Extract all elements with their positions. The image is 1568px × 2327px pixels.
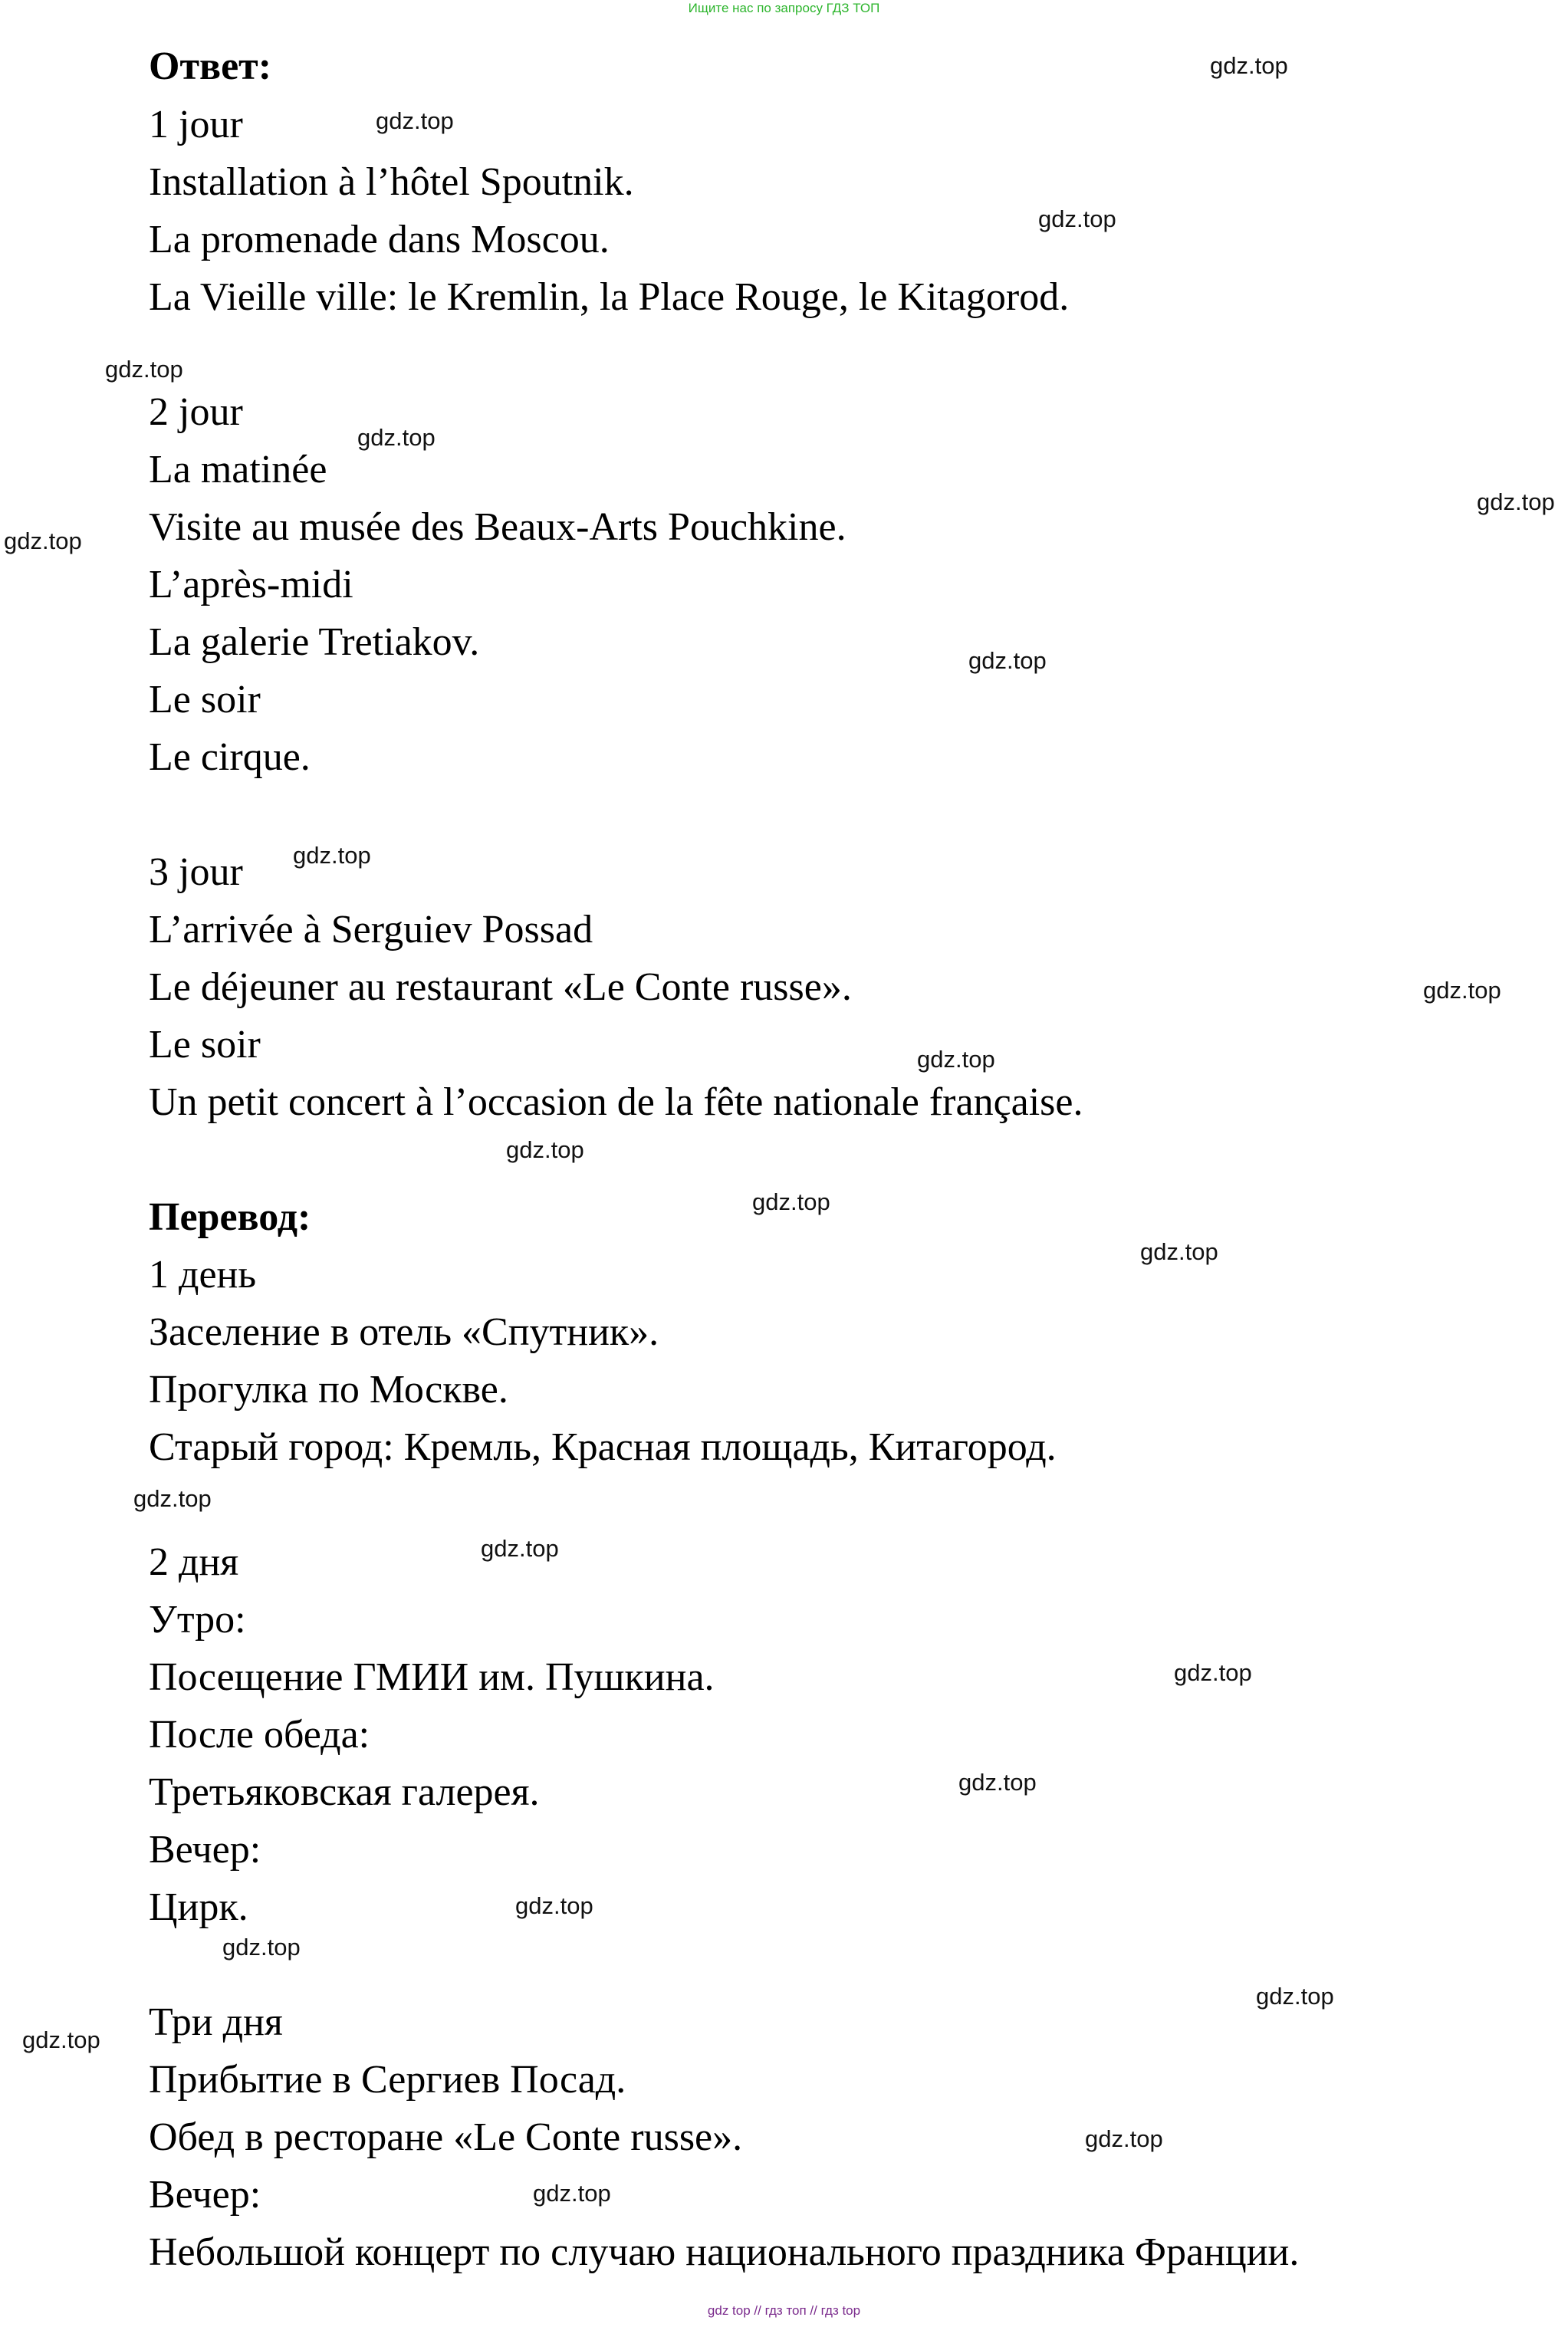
translation-heading: Перевод: bbox=[149, 1195, 311, 1239]
watermark: gdz.top bbox=[481, 1535, 559, 1562]
translation-day3-line: Вечер: bbox=[149, 2173, 261, 2217]
watermark: gdz.top bbox=[1210, 52, 1288, 79]
watermark: gdz.top bbox=[958, 1769, 1037, 1796]
answer-day2-line: La galerie Tretiakov. bbox=[149, 620, 480, 664]
translation-day2-line: Цирк. bbox=[149, 1885, 248, 1929]
translation-day2-line: Утро: bbox=[149, 1598, 246, 1642]
answer-day3-line: Le soir bbox=[149, 1023, 261, 1067]
watermark: gdz.top bbox=[4, 528, 82, 554]
watermark: gdz.top bbox=[506, 1136, 584, 1163]
watermark: gdz.top bbox=[917, 1046, 995, 1073]
watermark: gdz.top bbox=[533, 2180, 611, 2207]
answer-day2-line: La matinée bbox=[149, 448, 327, 491]
answer-day2-line: Visite au musée des Beaux-Arts Pouchkine. bbox=[149, 505, 846, 549]
watermark: gdz.top bbox=[515, 1892, 593, 1919]
answer-day1-title: 1 jour bbox=[149, 103, 243, 146]
translation-day2-line: Вечер: bbox=[149, 1828, 261, 1872]
answer-day2-line: Le soir bbox=[149, 678, 261, 721]
watermark: gdz.top bbox=[222, 1934, 301, 1961]
translation-day2-line: Третьяковская галерея. bbox=[149, 1770, 540, 1814]
watermark: gdz.top bbox=[293, 842, 371, 869]
watermark: gdz.top bbox=[376, 107, 454, 134]
answer-day3-line: Le déjeuner au restaurant «Le Conte russe». bbox=[149, 965, 852, 1009]
watermark: gdz.top bbox=[133, 1485, 212, 1512]
translation-day3-line: Обед в ресторане «Le Conte russe». bbox=[149, 2115, 743, 2159]
answer-day1-line: La Vieille ville: le Kremlin, la Place Rouge, le Kitagorod. bbox=[149, 275, 1070, 319]
watermark: gdz.top bbox=[1085, 2125, 1163, 2152]
watermark: gdz.top bbox=[1423, 977, 1501, 1004]
watermark: gdz.top bbox=[752, 1188, 830, 1215]
watermark: gdz.top bbox=[1477, 488, 1555, 515]
answer-day1-line: Installation à l’hôtel Spoutnik. bbox=[149, 160, 634, 204]
answer-day3-line: Un petit concert à l’occasion de la fête nationale française. bbox=[149, 1080, 1083, 1124]
translation-day3-title: Три дня bbox=[149, 2000, 283, 2044]
translation-day2-line: Посещение ГМИИ им. Пушкина. bbox=[149, 1655, 715, 1699]
watermark: gdz.top bbox=[1038, 205, 1116, 232]
translation-day1-line: Прогулка по Москве. bbox=[149, 1368, 508, 1412]
answer-day2-line: L’après-midi bbox=[149, 563, 353, 606]
watermark: gdz.top bbox=[22, 2026, 100, 2053]
watermark: gdz.top bbox=[1256, 1983, 1334, 2010]
answer-day3-title: 3 jour bbox=[149, 850, 243, 894]
footer-note: gdz top // гдз топ // гдз top bbox=[707, 2303, 861, 2318]
watermark: gdz.top bbox=[1174, 1659, 1252, 1686]
translation-day1-line: Заселение в отель «Спутник». bbox=[149, 1310, 659, 1354]
watermark: gdz.top bbox=[357, 424, 436, 451]
header-note: Ищите нас по запросу ГДЗ ТОП bbox=[688, 1, 880, 15]
answer-day1-line: La promenade dans Moscou. bbox=[149, 218, 610, 261]
answer-day2-line: Le cirque. bbox=[149, 735, 311, 779]
translation-day3-line: Прибытие в Сергиев Посад. bbox=[149, 2058, 626, 2102]
answer-day2-title: 2 jour bbox=[149, 390, 243, 434]
watermark: gdz.top bbox=[105, 356, 183, 383]
watermark: gdz.top bbox=[1140, 1238, 1218, 1265]
translation-day1-line: Старый город: Кремль, Красная площадь, Китагород. bbox=[149, 1425, 1057, 1469]
answer-day3-line: L’arrivée à Serguiev Possad bbox=[149, 908, 593, 952]
translation-day2-title: 2 дня bbox=[149, 1540, 239, 1584]
watermark: gdz.top bbox=[968, 647, 1047, 674]
translation-day1-title: 1 день bbox=[149, 1253, 257, 1297]
translation-day2-line: После обеда: bbox=[149, 1713, 370, 1757]
translation-day3-line: Небольшой концерт по случаю национального праздника Франции. bbox=[149, 2230, 1300, 2274]
answer-heading: Ответ: bbox=[149, 44, 272, 88]
